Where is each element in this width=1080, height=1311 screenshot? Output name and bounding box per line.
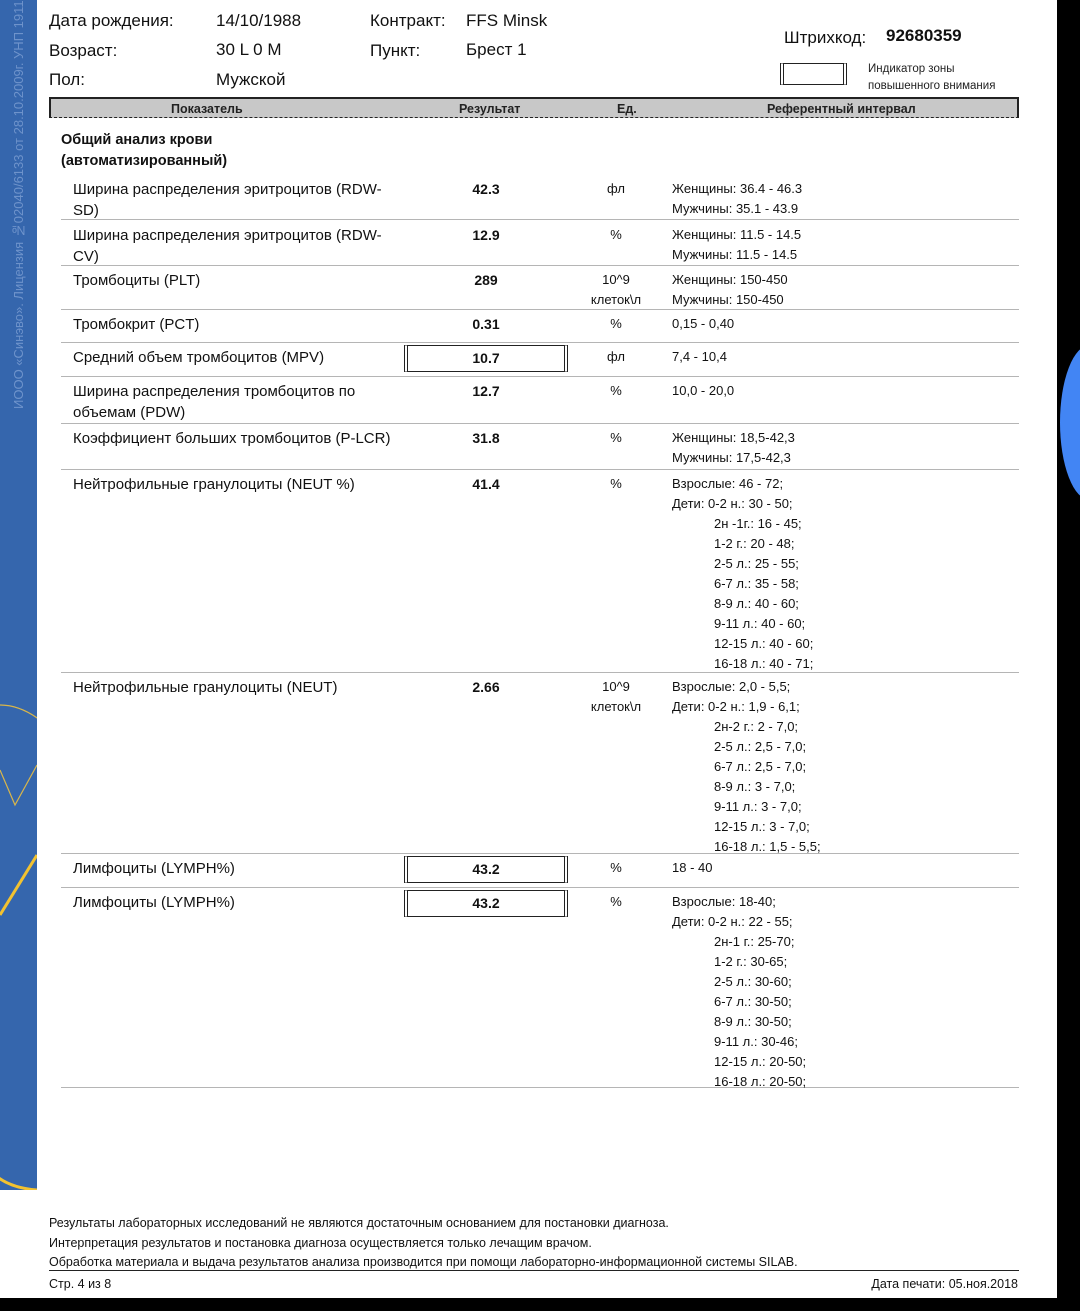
reference-line: Мужчины: 11.5 - 14.5 [672, 247, 798, 262]
age-value: 30 L 0 M [216, 40, 282, 59]
indicator-name: Коэффициент больших тромбоцитов (P-LCR) [73, 430, 391, 447]
contract-label: Контракт: [370, 11, 446, 30]
reference-line: 6-7 л.: 30-50; [714, 994, 792, 1009]
table-row [61, 892, 1019, 1088]
result-value: 0.31 [472, 316, 500, 332]
column-header-unit: Ед. [617, 102, 637, 116]
point-value: Брест 1 [466, 40, 527, 59]
reference-interval [672, 677, 821, 857]
section-title-line1: Общий анализ крови [61, 132, 213, 148]
result-value: 42.3 [472, 181, 500, 197]
result-value: 289 [474, 272, 498, 288]
reference-line: 9-11 л.: 3 - 7,0; [714, 799, 802, 814]
unit-line: 10^9 [602, 679, 630, 694]
table-row [61, 428, 1019, 470]
reference-line: 16-18 л.: 40 - 71; [714, 656, 814, 671]
birth-date-value: 14/10/1988 [216, 11, 302, 30]
reference-line: 8-9 л.: 3 - 7,0; [714, 779, 796, 794]
reference-line: Дети: 0-2 н.: 22 - 55; [672, 914, 793, 929]
table-row [61, 474, 1019, 673]
print-date: Дата печати: 05.ноя.2018 [871, 1277, 1018, 1291]
reference-line: Мужчины: 17,5-42,3 [672, 450, 791, 465]
sex-label: Пол: [49, 70, 85, 89]
reference-line: Мужчины: 150-450 [672, 292, 784, 307]
reference-line: 6-7 л.: 2,5 - 7,0; [714, 759, 807, 774]
reference-line: Женщины: 18,5-42,3 [672, 430, 795, 445]
flagged-result-value: 10.7 [404, 345, 568, 372]
table-row [61, 347, 1019, 377]
unit: % [610, 316, 622, 331]
table-row [61, 677, 1019, 854]
attention-indicator-legend [780, 63, 847, 85]
reference-interval [672, 347, 727, 367]
birth-date-label: Дата рождения: [49, 11, 174, 30]
footer-divider [49, 1270, 1019, 1271]
indicator-name: Лимфоциты (LYMPH%) [73, 860, 235, 877]
section-title [61, 130, 227, 172]
decorative-sidebar [0, 0, 37, 1190]
reference-line: 16-18 л.: 20-50; [714, 1074, 807, 1089]
sex-value: Мужской [216, 70, 286, 89]
barcode-label: Штрихкод: [784, 28, 867, 47]
reference-line: Взрослые: 2,0 - 5,5; [672, 679, 791, 694]
table-row [61, 270, 1019, 310]
reference-line: 1-2 г.: 30-65; [714, 954, 788, 969]
reference-line: Женщины: 150-450 [672, 272, 788, 287]
reference-line: Женщины: 11.5 - 14.5 [672, 227, 802, 242]
license-watermark: ИООО «Синэво». Лицензия №02040/6133 от 28.10.2009г. УНП 1911 [11, 0, 26, 409]
reference-interval [672, 381, 734, 401]
indicator-text-line1: Индикатор зоны [868, 63, 955, 75]
unit: % [610, 227, 622, 242]
table-header [49, 97, 1019, 118]
result-value: 12.9 [472, 227, 500, 243]
section-title-line2: (автоматизированный) [61, 153, 228, 169]
reference-line: 9-11 л.: 40 - 60; [714, 616, 806, 631]
barcode-value: 92680359 [886, 26, 962, 45]
reference-line: Мужчины: 35.1 - 43.9 [672, 201, 799, 216]
unit: % [610, 430, 622, 445]
table-row [61, 314, 1019, 343]
attention-indicator-text [868, 61, 995, 95]
reference-interval [672, 474, 813, 674]
result-value: 31.8 [472, 430, 500, 446]
indicator-text-line2: повышенного внимания [868, 80, 996, 92]
reference-line: 9-11 л.: 30-46; [714, 1034, 798, 1049]
reference-line: 16-18 л.: 1,5 - 5,5; [714, 839, 821, 854]
reference-line: 2н-2 г.: 2 - 7,0; [714, 719, 799, 734]
reference-line: 1-2 г.: 20 - 48; [714, 536, 795, 551]
indicator-name: Средний объем тромбоцитов (MPV) [73, 349, 325, 366]
disclaimer-line2: Интерпретация результатов и постановка диагноза осуществляется только лечащим врачом. [49, 1236, 592, 1250]
indicator-name: Ширина распределения эритроцитов (RDW-CV) [73, 227, 382, 265]
reference-line: 6-7 л.: 35 - 58; [714, 576, 799, 591]
unit: % [610, 476, 622, 491]
reference-line: 2-5 л.: 25 - 55; [714, 556, 799, 571]
reference-interval [672, 225, 801, 265]
point-label: Пункт: [370, 41, 421, 60]
table-row [61, 179, 1019, 220]
table-row [61, 225, 1019, 266]
reference-line: Женщины: 36.4 - 46.3 [672, 181, 803, 196]
result-value: 12.7 [472, 383, 500, 399]
reference-interval [672, 270, 788, 310]
contract-value: FFS Minsk [466, 11, 548, 30]
disclaimer-line3: Обработка материала и выдача результатов анализа производится при помощи лабораторно-информационной системы SILAB. [49, 1255, 798, 1269]
unit-line: клеток\л [590, 292, 642, 307]
unit-line: 10^9 [602, 272, 630, 287]
result-value: 41.4 [472, 476, 500, 492]
unit [579, 270, 653, 310]
unit: % [610, 894, 622, 909]
indicator-name: Тромбоциты (PLT) [73, 272, 201, 289]
reference-interval [672, 314, 734, 334]
indicator-name: Ширина распределения эритроцитов (RDW-SD) [73, 181, 382, 219]
reference-line: 12-15 л.: 3 - 7,0; [714, 819, 810, 834]
flagged-result-value: 43.2 [404, 856, 568, 883]
unit-line: клеток\л [590, 699, 642, 714]
reference-line: 2-5 л.: 2,5 - 7,0; [714, 739, 807, 754]
screen-edge-bottom [0, 1298, 1080, 1311]
disclaimer-line1: Результаты лабораторных исследований не являются достаточным основанием для постановки диагноза. [49, 1216, 669, 1230]
unit: % [610, 383, 622, 398]
table-row [61, 381, 1019, 424]
reference-interval [672, 892, 806, 1092]
unit [579, 677, 653, 717]
indicator-name: Нейтрофильные гранулоциты (NEUT) [73, 679, 338, 696]
reference-line: Дети: 0-2 н.: 1,9 - 6,1; [672, 699, 800, 714]
result-value: 2.66 [472, 679, 500, 695]
reference-line: 12-15 л.: 40 - 60; [714, 636, 814, 651]
reference-line: 2-5 л.: 30-60; [714, 974, 792, 989]
column-header-result: Результат [459, 102, 521, 116]
flagged-result-value: 43.2 [404, 890, 568, 917]
reference-line: 8-9 л.: 30-50; [714, 1014, 792, 1029]
reference-line: 0,15 - 0,40 [672, 316, 735, 331]
reference-line: 2н -1г.: 16 - 45; [714, 516, 802, 531]
indicator-name: Тромбокрит (PCT) [73, 316, 200, 333]
indicator-name: Лимфоциты (LYMPH%) [73, 894, 235, 911]
unit: фл [607, 181, 625, 196]
age-label: Возраст: [49, 41, 118, 60]
reference-line: Взрослые: 18-40; [672, 894, 776, 909]
unit: фл [607, 349, 625, 364]
reference-interval [672, 179, 802, 219]
indicator-name: Нейтрофильные гранулоциты (NEUT %) [73, 476, 355, 493]
reference-line: 18 - 40 [672, 860, 713, 875]
table-row [61, 858, 1019, 888]
column-header-reference: Референтный интервал [767, 102, 916, 116]
page-number: Стр. 4 из 8 [49, 1277, 112, 1291]
reference-line: Дети: 0-2 н.: 30 - 50; [672, 496, 793, 511]
reference-line: 2н-1 г.: 25-70; [714, 934, 795, 949]
unit: % [610, 860, 622, 875]
reference-line: 12-15 л.: 20-50; [714, 1054, 807, 1069]
reference-line: 10,0 - 20,0 [672, 383, 735, 398]
reference-line: 7,4 - 10,4 [672, 349, 727, 364]
reference-interval [672, 858, 712, 878]
sidebar-decoration-icon [0, 0, 37, 1190]
reference-interval [672, 428, 795, 468]
indicator-name: Ширина распределения тромбоцитов по объемам (PDW) [73, 383, 356, 421]
column-header-indicator: Показатель [171, 102, 243, 116]
reference-line: 8-9 л.: 40 - 60; [714, 596, 799, 611]
reference-line: Взрослые: 46 - 72; [672, 476, 784, 491]
screen-edge [1057, 0, 1080, 1311]
